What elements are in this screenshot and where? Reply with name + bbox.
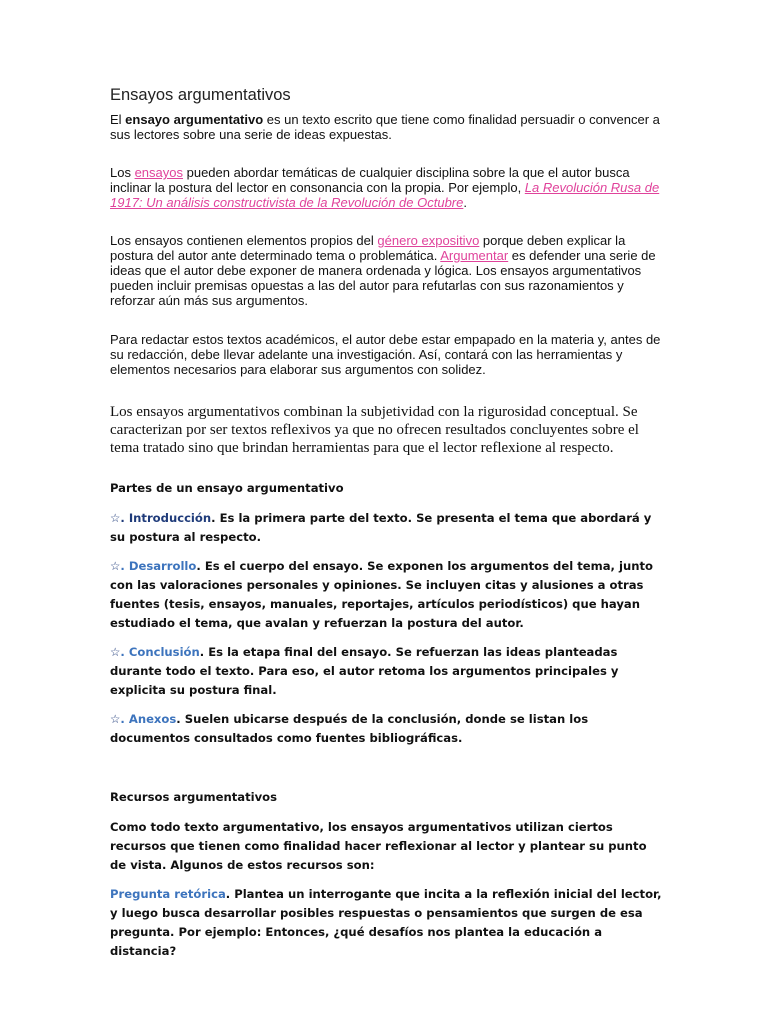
text-span: pueden abordar temáticas de cualquier disciplina sobre la que el autor busca inclinar la postura del lector en consonancia con la propia. Por ejemplo,	[110, 165, 630, 195]
resource-term: Pregunta retórica	[110, 887, 226, 901]
text-span: El	[110, 112, 126, 127]
link-argumentar[interactable]: Argumentar	[440, 248, 509, 263]
part-text: . Es la primera parte del texto. Se presenta el tema que abordará y su postura al respecto.	[110, 511, 652, 544]
link-ensayos[interactable]: ensayos	[134, 165, 183, 180]
star-icon: ☆	[110, 712, 121, 726]
bold-term: ensayo argumentativo	[125, 112, 264, 127]
page-title: Ensayos argumentativos	[110, 86, 291, 104]
text-span: es un texto escrito que tiene como finalidad persuadir o convencer a sus lectores sobre una serie de ideas expuestas.	[110, 112, 660, 142]
part-text: . Suelen ubicarse después de la conclusión, donde se listan los documentos consultados como fuentes bibliográficas.	[110, 712, 589, 745]
part-item-conclusion	[110, 643, 662, 700]
resources-heading: Recursos argumentativos	[110, 790, 278, 804]
document-content	[110, 86, 662, 971]
text-span: .	[463, 195, 467, 210]
section-spacer	[110, 758, 662, 788]
resource-item-pregunta-retorica	[110, 885, 662, 961]
resource-text: . Plantea un interrogante que incita a la reflexión inicial del lector, y luego busca desarrollar posibles respuestas o pensamientos que surgen de esa pregunta. Por ejemplo: Entonces, ¿qué desafíos nos plantea la educación a distancia?	[110, 887, 662, 958]
part-item-desarrollo	[110, 557, 662, 633]
resources-intro: Como todo texto argumentativo, los ensayos argumentativos utilizan ciertos recursos que tienen como finalidad hacer reflexionar al lector y plantear su punto de vista. Algunos de estos recursos son:	[110, 820, 647, 872]
part-item-introduccion	[110, 509, 662, 547]
text-span: Los	[110, 165, 135, 180]
part-term: . Anexos	[120, 712, 177, 726]
link-revolucion-rusa[interactable]: La Revolución Rusa de 1917: Un análisis constructivista de la Revolución de Octubre	[110, 180, 660, 210]
paragraph-definition	[110, 112, 662, 142]
paragraph-research: Para redactar estos textos académicos, el autor debe estar empapado en la materia y, antes de su redacción, debe llevar adelante una investigación. Así, contará con las herramientas y elementos necesarios para elaborar sus argumentos con solidez.	[110, 332, 661, 377]
part-text: . Es el cuerpo del ensayo. Se exponen los argumentos del tema, junto con las valoraciones personales y opiniones. Se incluyen citas y alusiones a otras fuentes (tesis, ensayos, manuales, reportajes, artículos periodísticos) que hayan estudiado el tema, que avalan y refuerzan la postura del autor.	[110, 559, 653, 630]
paragraph-elements	[110, 233, 662, 308]
parts-section	[110, 479, 662, 961]
part-text: . Es la etapa final del ensayo. Se refuerzan las ideas planteadas durante todo el texto. Para eso, el autor retoma los argumentos principales y explicita su postura final.	[110, 645, 619, 697]
text-span: es defender una serie de ideas que el autor debe exponer de manera ordenada y lógica. Los ensayos argumentativos pueden incluir premisas opuestas a las del autor para refutarlas con sus razonamientos y reforzar aún más sus argumentos.	[110, 248, 656, 308]
part-term: . Conclusión	[120, 645, 200, 659]
link-genero-expositivo[interactable]: género expositivo	[377, 233, 480, 248]
parts-heading: Partes de un ensayo argumentativo	[110, 481, 344, 495]
star-icon: ☆	[110, 511, 121, 525]
star-icon: ☆	[110, 645, 121, 659]
text-span: porque deben explicar la postura del autor ante determinado tema o problemática.	[110, 233, 626, 263]
part-term: . Introducción	[120, 511, 212, 525]
paragraph-topics	[110, 165, 662, 210]
part-item-anexos	[110, 710, 662, 748]
text-span: Los ensayos contienen elementos propios del	[110, 233, 378, 248]
paragraph-subjectivity: Los ensayos argumentativos combinan la subjetividad con la rigurosidad conceptual. Se caracterizan por ser textos reflexivos ya que no ofrecen resultados concluyentes sobre el tema tratado sino que brindan herramientas para que el lector reflexione al respecto.	[110, 404, 639, 456]
intro-section	[110, 112, 662, 377]
star-icon: ☆	[110, 559, 121, 573]
part-term: . Desarrollo	[120, 559, 197, 573]
